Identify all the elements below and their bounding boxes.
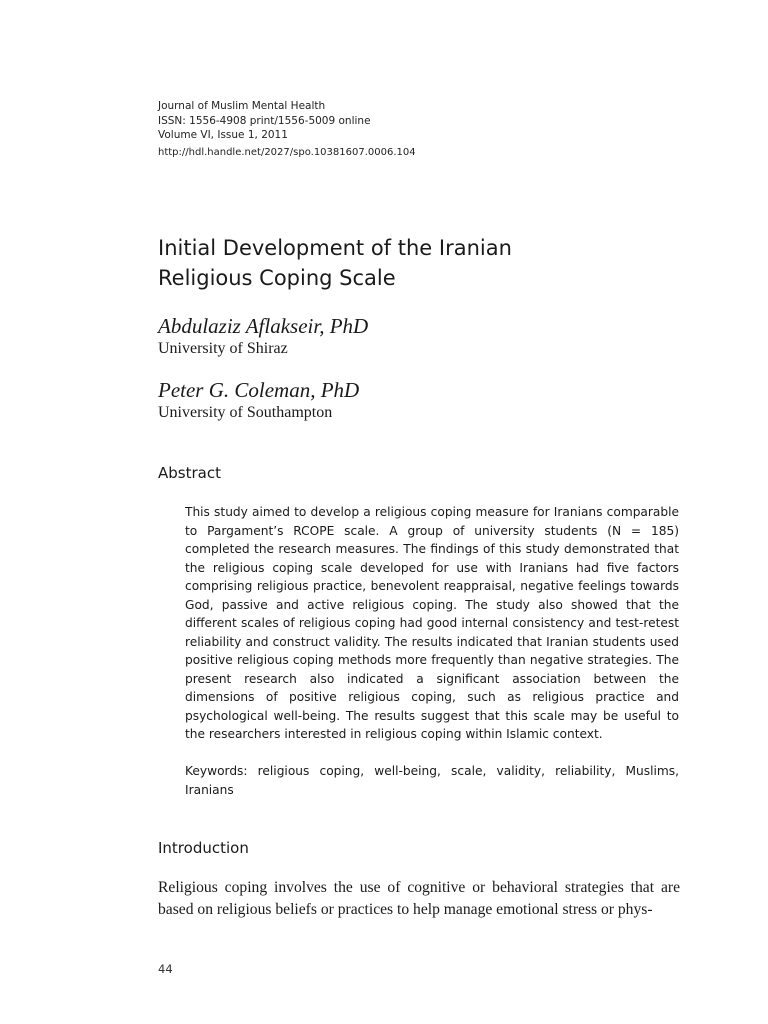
- page-number: 44: [158, 962, 173, 976]
- introduction-text: Religious coping involves the use of cognitive or behavioral strategies that are based on religious beliefs or practices to help manage emotional stress or phys-: [158, 879, 680, 918]
- author-name: Peter G. Coleman, PhD: [158, 378, 360, 402]
- author-name: Abdulaziz Aflakseir, PhD: [158, 314, 369, 338]
- keywords: Keywords: religious coping, well-being, scale, validity, reliability, Muslims, Iranians: [185, 764, 679, 797]
- abstract-text: This study aimed to develop a religious coping measure for Iranians comparable to Pargament’s RCOPE scale. A group of university students (N = 185) completed the research measures. The findings of this study demonstrated that the religious coping scale developed for use with Iranians had five factors comprising religious practice, benevolent reappraisal, negative feelings towards God, passive and active religious coping. The study also showed that the different scales of religious coping had good internal consistency and test-retest reliability and construct validity. The results indicated that Iranian students used positive religious coping methods more frequently than negative strategies. The present research also indicated a significant association between the dimensions of positive religious coping, such as religious practice and psychological well-being. The results suggest that this scale may be useful to the researchers interested in religious coping within Islamic context.: [185, 505, 679, 741]
- journal-name: Journal of Muslim Mental Health: [158, 100, 326, 112]
- article-title-line-1: Initial Development of the Iranian: [158, 236, 512, 260]
- journal-info: [158, 99, 638, 160]
- author-affiliation: University of Southampton: [158, 404, 333, 421]
- author-block: [158, 313, 698, 359]
- journal-url[interactable]: http://hdl.handle.net/2027/spo.10381607.0006.104: [158, 146, 416, 158]
- author-block: [158, 377, 698, 423]
- article-title-line-2: Religious Coping Scale: [158, 266, 396, 290]
- author-affiliation: University of Shiraz: [158, 340, 288, 357]
- article-title: [158, 233, 698, 293]
- journal-issn: ISSN: 1556-4908 print/1556-5009 online: [158, 114, 371, 127]
- abstract-heading: Abstract: [158, 464, 221, 482]
- introduction-heading: Introduction: [158, 839, 249, 857]
- journal-volume: Volume VI, Issue 1, 2011: [158, 129, 288, 141]
